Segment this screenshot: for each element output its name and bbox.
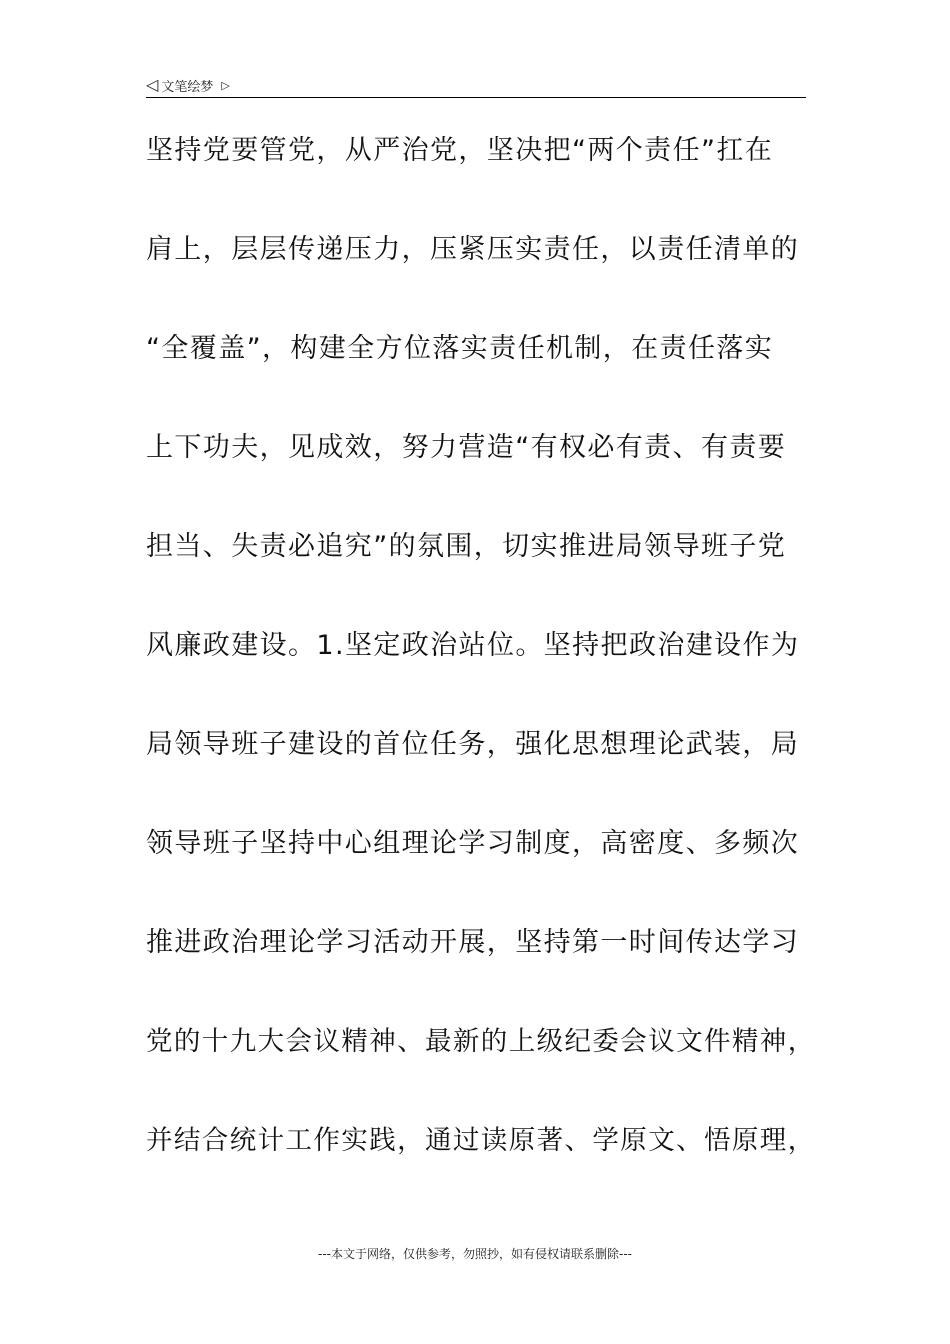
page-footer: ---本文于网络，仅供参考，勿照抄，如有侵权请联系删除--- <box>318 1247 632 1261</box>
body-line: 坚持党要管党，从严治党，坚决把“两个责任”扛在 <box>146 135 774 166</box>
body-line: 肩上，层层传递压力，压紧压实责任，以责任清单的 <box>146 234 800 265</box>
body-line: 上下功夫，见成效，努力营造“有权必有责、有责要 <box>146 432 787 463</box>
body-line: 推进政治理论学习活动开展，坚持第一时间传达学习 <box>146 927 800 958</box>
header-title: 文笔绘梦 <box>161 79 214 95</box>
header-divider <box>146 97 806 98</box>
body-line: 局领导班子建设的首位任务，强化思想理论武装，局 <box>146 729 800 760</box>
body-line: 并结合统计工作实践，通过读原著、学原文、悟原理， <box>146 1125 816 1156</box>
body-line: 风廉政建设。1.坚定政治站位。坚持把政治建设作为 <box>146 630 800 661</box>
page-header <box>146 74 230 96</box>
left-triangle-icon: ◁ <box>146 75 159 94</box>
right-triangle-icon: ▷ <box>221 78 230 92</box>
body-line: 担当、失责必追究”的氛围，切实推进局领导班子党 <box>146 531 787 562</box>
body-line: “全覆盖”，构建全方位落实责任机制，在责任落实 <box>146 333 774 364</box>
body-line: 领导班子坚持中心组理论学习制度，高密度、多频次 <box>146 828 800 859</box>
body-line: 党的十九大会议精神、最新的上级纪委会议文件精神， <box>146 1026 816 1057</box>
